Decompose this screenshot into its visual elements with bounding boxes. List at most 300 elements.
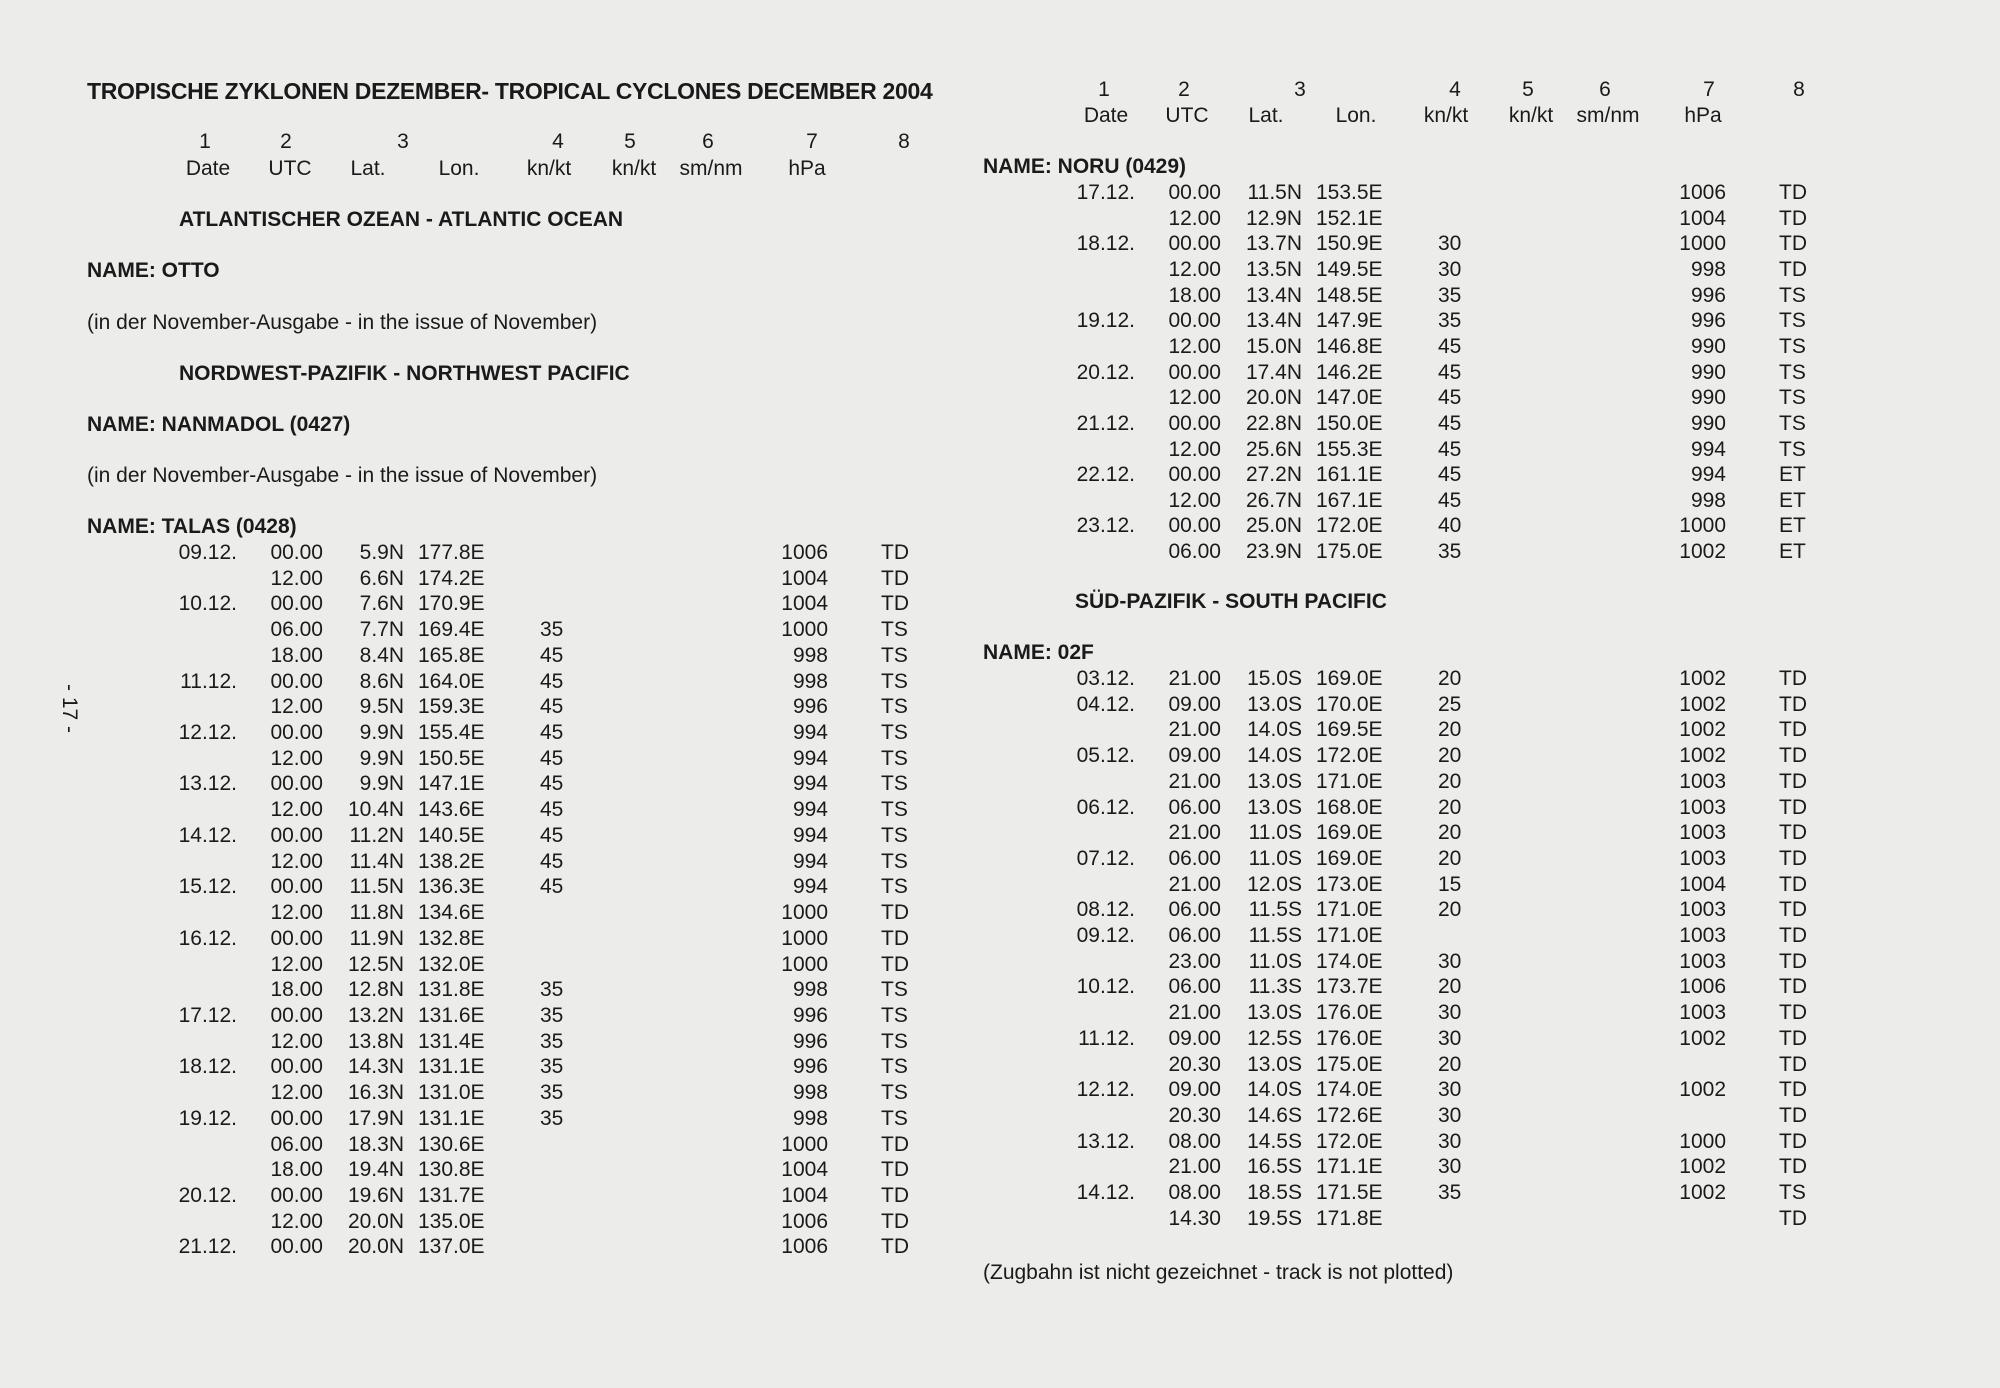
col-label-date: Date xyxy=(185,157,231,180)
row-utc: 00.00 xyxy=(270,592,323,616)
row-status: TD xyxy=(1779,975,1807,999)
row-lat: 19.6N xyxy=(347,1184,404,1207)
row-lon: 132.8E xyxy=(418,926,485,950)
row-lat: 9.9N xyxy=(359,721,404,745)
row-status: ET xyxy=(1779,540,1806,564)
row-pressure: 1000 xyxy=(781,1132,828,1156)
row-wind: 45 xyxy=(1438,411,1462,435)
row-lat: 13.8N xyxy=(347,1029,404,1053)
row-utc: 21.00 xyxy=(1168,872,1221,896)
row-wind: 20 xyxy=(1438,744,1462,768)
row-pressure: 1003 xyxy=(1679,1001,1726,1025)
row-wind: 20 xyxy=(1438,898,1462,922)
row-utc: 00.00 xyxy=(270,669,323,693)
table-row xyxy=(0,618,1000,644)
row-utc: 06.00 xyxy=(270,1132,323,1156)
row-status: TD xyxy=(1779,872,1807,896)
row-lat: 11.0S xyxy=(1248,821,1302,845)
row-utc: 20.30 xyxy=(1168,1103,1221,1127)
row-lon: 174.0E xyxy=(1316,1078,1383,1102)
row-lat: 13.0S xyxy=(1247,769,1302,793)
row-lat: 11.8N xyxy=(349,901,404,925)
row-pressure: 998 xyxy=(792,643,828,667)
row-status: TS xyxy=(881,772,908,796)
table-row xyxy=(0,695,1000,721)
row-utc: 00.00 xyxy=(270,721,323,745)
row-lon: 147.9E xyxy=(1316,309,1383,333)
table-row xyxy=(1000,181,2000,207)
row-date: 13.12. xyxy=(178,772,237,796)
row-status: TS xyxy=(881,798,908,822)
row-pressure: 998 xyxy=(792,669,828,693)
row-date: 12.12. xyxy=(1076,1078,1135,1102)
row-utc: 09.00 xyxy=(1168,1026,1221,1050)
row-utc: 12.00 xyxy=(270,1081,323,1105)
row-utc: 12.00 xyxy=(270,901,323,925)
row-status: TD xyxy=(1779,949,1807,973)
row-lat: 20.0N xyxy=(347,1235,404,1259)
row-lat: 14.6S xyxy=(1247,1103,1302,1127)
row-pressure: 1003 xyxy=(1679,795,1726,819)
row-wind: 35 xyxy=(1438,283,1462,307)
row-status: TS xyxy=(1779,411,1806,435)
row-lon: 155.3E xyxy=(1316,437,1383,461)
row-wind: 45 xyxy=(540,643,564,667)
row-wind: 45 xyxy=(540,875,564,899)
row-date: 18.12. xyxy=(178,1055,237,1079)
row-utc: 00.00 xyxy=(270,1003,323,1027)
row-pressure: 998 xyxy=(1690,488,1726,512)
row-lat: 23.9N xyxy=(1245,540,1302,564)
row-status: TD xyxy=(1779,846,1807,870)
row-lon: 146.2E xyxy=(1316,360,1383,384)
row-lon: 131.1E xyxy=(418,1106,485,1130)
row-utc: 21.00 xyxy=(1168,1155,1221,1179)
row-utc: 12.00 xyxy=(270,798,323,822)
row-pressure: 1006 xyxy=(781,541,828,564)
row-pressure: 996 xyxy=(1690,283,1726,307)
row-lat: 11.0S xyxy=(1248,949,1302,973)
table-row xyxy=(0,1184,1000,1210)
row-date: 13.12. xyxy=(1076,1129,1135,1153)
row-utc: 21.00 xyxy=(1168,1001,1221,1025)
col-num: 4 xyxy=(1449,78,1461,101)
row-lat: 17.4N xyxy=(1245,360,1302,384)
row-utc: 21.00 xyxy=(1168,769,1221,793)
row-wind: 45 xyxy=(1438,437,1462,461)
row-wind: 15 xyxy=(1438,872,1462,896)
row-utc: 06.00 xyxy=(1168,846,1221,870)
table-row xyxy=(0,567,1000,593)
row-lat: 8.4N xyxy=(359,643,404,667)
row-wind: 40 xyxy=(1438,514,1462,538)
row-lon: 155.4E xyxy=(418,721,485,745)
row-lon: 176.0E xyxy=(1316,1026,1383,1050)
row-date: 15.12. xyxy=(178,875,237,899)
row-lat: 18.5S xyxy=(1247,1181,1302,1204)
row-utc: 12.00 xyxy=(1168,488,1221,512)
row-lat: 11.9N xyxy=(349,926,404,950)
row-pressure: 1003 xyxy=(1679,769,1726,793)
row-lon: 137.0E xyxy=(418,1235,485,1259)
row-utc: 06.00 xyxy=(1168,924,1221,947)
col-label-utc: UTC xyxy=(1165,104,1209,127)
row-lat: 20.0N xyxy=(1245,386,1302,410)
row-pressure: 1002 xyxy=(1679,718,1726,742)
table-row xyxy=(1000,309,2000,335)
row-utc: 06.00 xyxy=(1168,540,1221,564)
row-utc: 23.00 xyxy=(1168,949,1221,973)
row-utc: 08.00 xyxy=(1168,1181,1221,1204)
table-row xyxy=(1000,386,2000,412)
row-status: TD xyxy=(881,1132,909,1156)
row-lon: 169.4E xyxy=(418,618,485,642)
col-label-kn: kn/kt xyxy=(1423,104,1469,127)
row-date: 19.12. xyxy=(178,1106,237,1130)
row-date: 10.12. xyxy=(178,592,237,616)
row-wind: 20 xyxy=(1438,795,1462,819)
row-status: TS xyxy=(881,695,908,719)
row-utc: 18.00 xyxy=(270,643,323,667)
row-utc: 12.00 xyxy=(270,849,323,873)
row-lon: 161.1E xyxy=(1316,463,1383,487)
row-status: TS xyxy=(1779,1181,1806,1204)
row-date: 14.12. xyxy=(1076,1181,1135,1204)
row-date: 19.12. xyxy=(1076,309,1135,333)
row-lon: 143.6E xyxy=(418,798,485,822)
row-utc: 21.00 xyxy=(1168,667,1221,690)
row-wind: 45 xyxy=(540,772,564,796)
row-lat: 12.0S xyxy=(1247,872,1302,896)
row-lat: 12.5N xyxy=(347,952,404,976)
row-lon: 169.0E xyxy=(1316,821,1383,845)
row-pressure: 1003 xyxy=(1679,821,1726,845)
row-date: 20.12. xyxy=(1076,360,1135,384)
row-lon: 174.0E xyxy=(1316,949,1383,973)
row-wind: 35 xyxy=(540,1081,564,1105)
row-wind: 20 xyxy=(1438,821,1462,845)
row-utc: 12.00 xyxy=(1168,386,1221,410)
storm-note-otto: (in der November-Ausgabe - in the issue of November) xyxy=(87,311,598,334)
row-lat: 10.4N xyxy=(347,798,404,822)
row-status: TD xyxy=(881,1209,909,1233)
row-utc: 00.00 xyxy=(270,772,323,796)
row-wind: 45 xyxy=(540,798,564,822)
row-wind: 45 xyxy=(540,849,564,873)
row-lon: 167.1E xyxy=(1316,488,1383,512)
row-status: TS xyxy=(881,1029,908,1053)
row-pressure: 998 xyxy=(792,1106,828,1130)
table-row xyxy=(1000,514,2000,540)
row-utc: 12.00 xyxy=(270,566,323,590)
row-lat: 11.3S xyxy=(1248,975,1302,999)
row-lon: 173.7E xyxy=(1316,975,1383,999)
row-date: 11.12. xyxy=(1078,1026,1135,1050)
row-lon: 147.1E xyxy=(418,772,485,796)
row-lon: 132.0E xyxy=(418,952,485,976)
table-row xyxy=(1000,412,2000,438)
table-row xyxy=(0,824,1000,850)
row-lon: 136.3E xyxy=(418,875,485,899)
row-lon: 170.9E xyxy=(418,592,485,616)
row-lat: 9.9N xyxy=(359,772,404,796)
row-utc: 18.00 xyxy=(270,1158,323,1182)
table-row xyxy=(1000,438,2000,464)
row-wind: 20 xyxy=(1438,975,1462,999)
row-status: TD xyxy=(881,926,909,950)
row-lat: 14.3N xyxy=(347,1055,404,1079)
table-row xyxy=(1000,924,2000,950)
row-utc: 00.00 xyxy=(270,823,323,847)
table-row xyxy=(1000,1181,2000,1207)
row-pressure: 1000 xyxy=(781,618,828,642)
table-row xyxy=(0,644,1000,670)
row-pressure: 994 xyxy=(792,875,828,899)
table-row xyxy=(1000,540,2000,566)
row-utc: 00.00 xyxy=(270,1106,323,1130)
column-labels-right xyxy=(1000,104,2000,130)
row-status: TD xyxy=(1779,1078,1807,1102)
row-lon: 171.0E xyxy=(1316,924,1383,947)
col-label-lon: Lon. xyxy=(438,157,480,180)
row-wind: 30 xyxy=(1438,1001,1462,1025)
row-wind: 45 xyxy=(540,746,564,770)
row-utc: 18.00 xyxy=(270,978,323,1002)
row-utc: 12.00 xyxy=(270,952,323,976)
row-date: 06.12. xyxy=(1076,795,1135,819)
row-wind: 20 xyxy=(1438,667,1462,690)
table-row xyxy=(0,541,1000,567)
row-wind: 35 xyxy=(540,1055,564,1079)
row-status: TD xyxy=(1779,1026,1807,1050)
row-utc: 09.00 xyxy=(1168,1078,1221,1102)
row-utc: 00.00 xyxy=(1168,360,1221,384)
row-wind: 45 xyxy=(1438,386,1462,410)
row-date: 05.12. xyxy=(1076,744,1135,768)
col-num: 1 xyxy=(1098,78,1110,101)
row-utc: 09.00 xyxy=(1168,692,1221,716)
row-pressure: 1000 xyxy=(1679,1129,1726,1153)
row-status: TS xyxy=(881,1055,908,1079)
row-status: TS xyxy=(1779,360,1806,384)
row-lon: 152.1E xyxy=(1316,206,1383,230)
row-pressure: 1006 xyxy=(781,1235,828,1259)
row-pressure: 1004 xyxy=(781,1158,828,1182)
row-lon: 150.5E xyxy=(418,746,485,770)
row-lon: 131.0E xyxy=(418,1081,485,1105)
row-pressure: 990 xyxy=(1690,334,1726,358)
row-status: TS xyxy=(881,823,908,847)
table-row xyxy=(1000,847,2000,873)
row-wind: 35 xyxy=(1438,309,1462,333)
col-label-kn: kn/kt xyxy=(1508,104,1554,127)
row-pressure: 998 xyxy=(792,978,828,1002)
row-date: 03.12. xyxy=(1076,667,1135,690)
row-status: TS xyxy=(881,1003,908,1027)
row-status: TD xyxy=(1779,769,1807,793)
row-lon: 140.5E xyxy=(418,823,485,847)
row-lat: 25.6N xyxy=(1245,437,1302,461)
row-status: TS xyxy=(881,746,908,770)
row-lon: 165.8E xyxy=(418,643,485,667)
row-status: TS xyxy=(881,978,908,1002)
storm-name-nanmadol: NAME: NANMADOL (0427) xyxy=(87,413,351,436)
row-status: TD xyxy=(881,1158,909,1182)
row-pressure: 1004 xyxy=(1679,872,1726,896)
table-row xyxy=(1000,975,2000,1001)
row-status: TS xyxy=(1779,283,1806,307)
column-labels-left xyxy=(0,157,1000,183)
row-lon: 153.5E xyxy=(1316,181,1383,204)
table-row xyxy=(1000,1053,2000,1079)
row-wind: 35 xyxy=(540,1003,564,1027)
row-lon: 171.1E xyxy=(1316,1155,1383,1179)
row-wind: 35 xyxy=(540,1029,564,1053)
row-pressure: 996 xyxy=(792,1055,828,1079)
row-lat: 11.5N xyxy=(1247,181,1302,204)
table-row xyxy=(1000,463,2000,489)
row-wind: 35 xyxy=(540,1106,564,1130)
row-status: TD xyxy=(1779,667,1807,690)
row-status: TD xyxy=(1779,898,1807,922)
row-date: 14.12. xyxy=(178,823,237,847)
col-num: 3 xyxy=(1294,78,1306,101)
row-lon: 149.5E xyxy=(1316,257,1383,281)
row-utc: 00.00 xyxy=(270,1235,323,1259)
row-lat: 14.0S xyxy=(1247,744,1302,768)
row-utc: 08.00 xyxy=(1168,1129,1221,1153)
row-utc: 00.00 xyxy=(1168,181,1221,204)
table-row xyxy=(0,721,1000,747)
table-row xyxy=(1000,1078,2000,1104)
row-pressure: 1002 xyxy=(1679,1078,1726,1102)
table-row xyxy=(1000,258,2000,284)
row-pressure: 1000 xyxy=(781,901,828,925)
row-wind: 20 xyxy=(1438,769,1462,793)
row-status: TD xyxy=(1779,692,1807,716)
row-lat: 12.8N xyxy=(347,978,404,1002)
table-row xyxy=(0,772,1000,798)
table-row xyxy=(1000,950,2000,976)
row-lat: 25.0N xyxy=(1245,514,1302,538)
row-lat: 16.5S xyxy=(1247,1155,1302,1179)
section-heading-south-pacific: SÜD-PAZIFIK - SOUTH PACIFIC xyxy=(1075,590,1387,613)
table-row xyxy=(1000,1130,2000,1156)
col-label-hpa: hPa xyxy=(1684,104,1722,127)
table-row xyxy=(1000,770,2000,796)
row-status: TD xyxy=(881,566,909,590)
row-date: 04.12. xyxy=(1076,692,1135,716)
storm-name-talas: NAME: TALAS (0428) xyxy=(87,515,297,538)
row-lat: 13.2N xyxy=(347,1003,404,1027)
col-label-utc: UTC xyxy=(268,157,312,180)
row-utc: 00.00 xyxy=(1168,411,1221,435)
row-pressure: 1003 xyxy=(1679,898,1726,922)
row-status: TD xyxy=(881,901,909,925)
row-pressure: 994 xyxy=(792,746,828,770)
row-lon: 131.4E xyxy=(418,1029,485,1053)
row-lat: 7.6N xyxy=(359,592,404,616)
row-lon: 172.0E xyxy=(1316,514,1383,538)
row-pressure: 996 xyxy=(792,1003,828,1027)
row-status: TD xyxy=(881,592,909,616)
row-lat: 9.5N xyxy=(359,695,404,719)
row-wind: 30 xyxy=(1438,1155,1462,1179)
row-wind: 30 xyxy=(1438,232,1462,256)
row-lat: 26.7N xyxy=(1245,488,1302,512)
row-utc: 00.00 xyxy=(270,1184,323,1207)
col-label-kn: kn/kt xyxy=(611,157,657,180)
table-row xyxy=(0,1004,1000,1030)
row-lon: 130.6E xyxy=(418,1132,485,1156)
col-num: 5 xyxy=(1522,78,1534,101)
col-num: 2 xyxy=(1178,78,1190,101)
row-lon: 171.8E xyxy=(1316,1206,1383,1230)
row-pressure: 1004 xyxy=(781,1184,828,1207)
page-number: - 17 - xyxy=(58,684,81,734)
table-row xyxy=(1000,796,2000,822)
col-num: 4 xyxy=(552,130,564,153)
row-date: 09.12. xyxy=(1076,924,1135,947)
row-pressure: 990 xyxy=(1690,411,1726,435)
row-pressure: 1004 xyxy=(781,592,828,616)
table-row xyxy=(1000,1104,2000,1130)
row-status: TD xyxy=(1779,1052,1807,1076)
row-utc: 12.00 xyxy=(270,1209,323,1233)
row-date: 12.12. xyxy=(178,721,237,745)
row-lon: 177.8E xyxy=(418,541,485,564)
row-utc: 12.00 xyxy=(1168,334,1221,358)
row-lon: 131.7E xyxy=(418,1184,485,1207)
row-utc: 06.00 xyxy=(1168,898,1221,922)
row-pressure: 1006 xyxy=(781,1209,828,1233)
row-lat: 13.5N xyxy=(1245,257,1302,281)
row-wind: 45 xyxy=(1438,360,1462,384)
row-lat: 11.5S xyxy=(1248,924,1302,947)
row-status: ET xyxy=(1779,463,1806,487)
row-lat: 27.2N xyxy=(1245,463,1302,487)
row-utc: 12.00 xyxy=(270,1029,323,1053)
page-title: TROPISCHE ZYKLONEN DEZEMBER- TROPICAL CYCLONES DECEMBER 2004 xyxy=(87,78,933,104)
row-utc: 12.00 xyxy=(1168,206,1221,230)
row-pressure: 998 xyxy=(792,1081,828,1105)
row-wind: 35 xyxy=(1438,1181,1462,1204)
row-lat: 14.0S xyxy=(1247,1078,1302,1102)
row-pressure: 994 xyxy=(1690,437,1726,461)
row-utc: 00.00 xyxy=(1168,232,1221,256)
row-pressure: 994 xyxy=(792,823,828,847)
row-wind: 25 xyxy=(1438,692,1462,716)
row-lat: 7.7N xyxy=(359,618,404,642)
storm-name-otto: NAME: OTTO xyxy=(87,259,220,282)
row-status: TD xyxy=(881,952,909,976)
row-pressure: 996 xyxy=(1690,309,1726,333)
table-row xyxy=(0,1030,1000,1056)
col-label-lat: Lat. xyxy=(1248,104,1284,127)
table-row xyxy=(1000,718,2000,744)
row-date: 08.12. xyxy=(1076,898,1135,922)
row-pressure: 1000 xyxy=(1679,232,1726,256)
row-pressure: 990 xyxy=(1690,386,1726,410)
row-status: TS xyxy=(881,1081,908,1105)
row-date: 17.12. xyxy=(1076,181,1135,204)
table-row xyxy=(0,1235,1000,1261)
row-date: 23.12. xyxy=(1076,514,1135,538)
section-heading-nw-pacific: NORDWEST-PAZIFIK - NORTHWEST PACIFIC xyxy=(179,362,630,385)
row-pressure: 1006 xyxy=(1679,181,1726,204)
col-label-sm: sm/nm xyxy=(679,157,743,180)
table-row xyxy=(0,953,1000,979)
